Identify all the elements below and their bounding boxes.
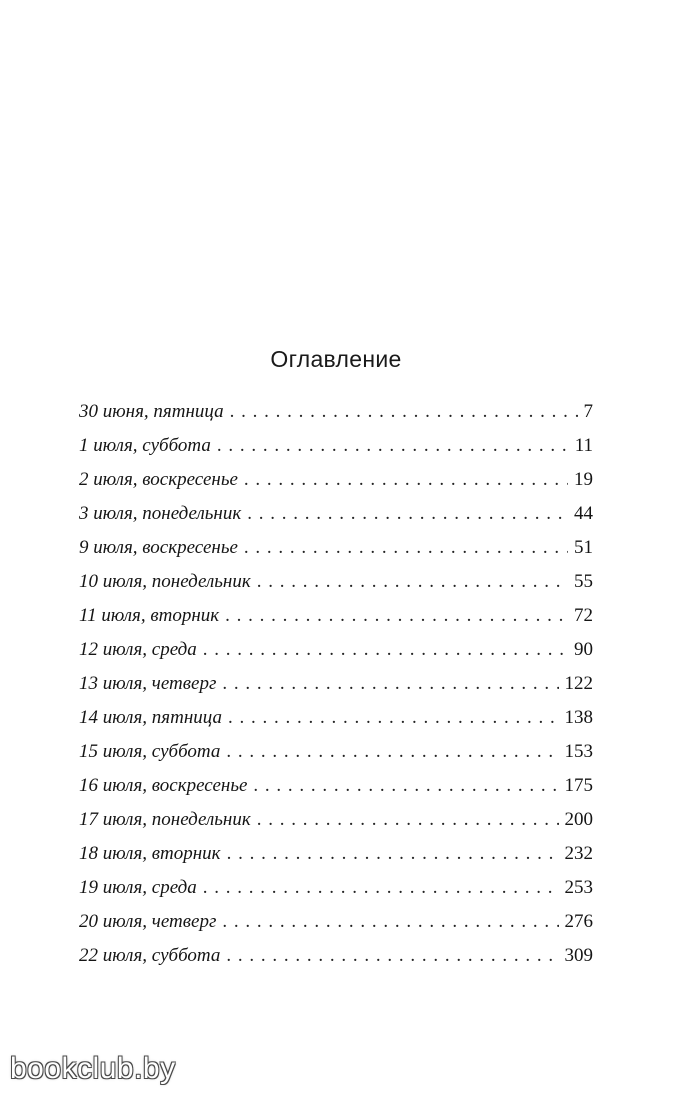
toc-entry[interactable]: [79, 735, 593, 769]
toc-entry-page: 175: [564, 775, 593, 796]
toc-entry-label: 10 июля, понедельник: [79, 571, 251, 592]
table-of-contents: [79, 395, 593, 973]
toc-entry-page: 153: [564, 741, 593, 762]
toc-entry-page: 276: [564, 911, 593, 932]
toc-entry[interactable]: [79, 939, 593, 973]
toc-entry-page: 138: [564, 707, 593, 728]
toc-entry[interactable]: [79, 905, 593, 939]
toc-entry-page: 122: [564, 673, 593, 694]
toc-entry[interactable]: [79, 463, 593, 497]
toc-entry-page: 55: [574, 571, 593, 592]
dot-leader: [197, 633, 568, 667]
dot-leader: [211, 429, 569, 463]
dot-leader: [216, 905, 558, 939]
toc-entry-label: 20 июля, четверг: [79, 911, 217, 932]
toc-entry-page: 200: [564, 809, 593, 830]
toc-entry[interactable]: [79, 429, 593, 463]
dot-leader: [251, 803, 559, 837]
watermark-logo: bookclub.by: [10, 1052, 176, 1085]
toc-entry-page: 253: [564, 877, 593, 898]
toc-entry[interactable]: [79, 395, 593, 429]
toc-entry-label: 9 июля, воскресенье: [79, 537, 238, 558]
dot-leader: [219, 599, 568, 633]
dot-leader: [222, 701, 558, 735]
toc-entry-label: 12 июля, среда: [79, 639, 197, 660]
toc-entry-label: 16 июля, воскресенье: [79, 775, 248, 796]
toc-entry-page: 44: [574, 503, 593, 524]
toc-entry-page: 72: [574, 605, 593, 626]
toc-entry[interactable]: [79, 667, 593, 701]
toc-entry-label: 19 июля, среда: [79, 877, 197, 898]
toc-entry-label: 3 июля, понедельник: [79, 503, 242, 524]
dot-leader: [221, 837, 559, 871]
toc-entry[interactable]: [79, 497, 593, 531]
dot-leader: [238, 463, 568, 497]
dot-leader: [241, 497, 568, 531]
toc-entry-label: 14 июля, пятница: [79, 707, 223, 728]
dot-leader: [251, 565, 568, 599]
page-title: Оглавление: [270, 346, 402, 372]
toc-entry-page: 19: [574, 469, 593, 490]
toc-entry-label: 13 июля, четверг: [79, 673, 217, 694]
toc-entry-page: 232: [564, 843, 593, 864]
toc-entry[interactable]: [79, 599, 593, 633]
toc-entry[interactable]: [79, 837, 593, 871]
toc-entry[interactable]: [79, 803, 593, 837]
toc-entry-label: 15 июля, суббота: [79, 741, 221, 762]
toc-entry-label: 30 июня, пятница: [79, 401, 224, 422]
toc-entry-label: 1 июля, суббота: [79, 435, 211, 456]
toc-entry-page: 7: [583, 401, 593, 422]
toc-entry-page: 90: [574, 639, 593, 660]
toc-entry-label: 17 июля, понедельник: [79, 809, 251, 830]
toc-entry[interactable]: [79, 769, 593, 803]
dot-leader: [238, 531, 568, 565]
dot-leader: [216, 667, 558, 701]
toc-entry-label: 2 июля, воскресенье: [79, 469, 238, 490]
toc-entry[interactable]: [79, 633, 593, 667]
toc-entry-label: 18 июля, вторник: [79, 843, 221, 864]
toc-entry-label: 11 июля, вторник: [79, 605, 220, 626]
dot-leader: [220, 735, 558, 769]
toc-entry-page: 51: [574, 537, 593, 558]
toc-entry[interactable]: [79, 871, 593, 905]
dot-leader: [224, 395, 578, 429]
toc-entry-page: 309: [564, 945, 593, 966]
toc-entry-page: 11: [574, 435, 593, 456]
dot-leader: [247, 769, 558, 803]
toc-entry[interactable]: [79, 565, 593, 599]
toc-entry[interactable]: [79, 701, 593, 735]
toc-entry[interactable]: [79, 531, 593, 565]
dot-leader: [220, 939, 558, 973]
toc-entry-label: 22 июля, суббота: [79, 945, 221, 966]
dot-leader: [197, 871, 559, 905]
